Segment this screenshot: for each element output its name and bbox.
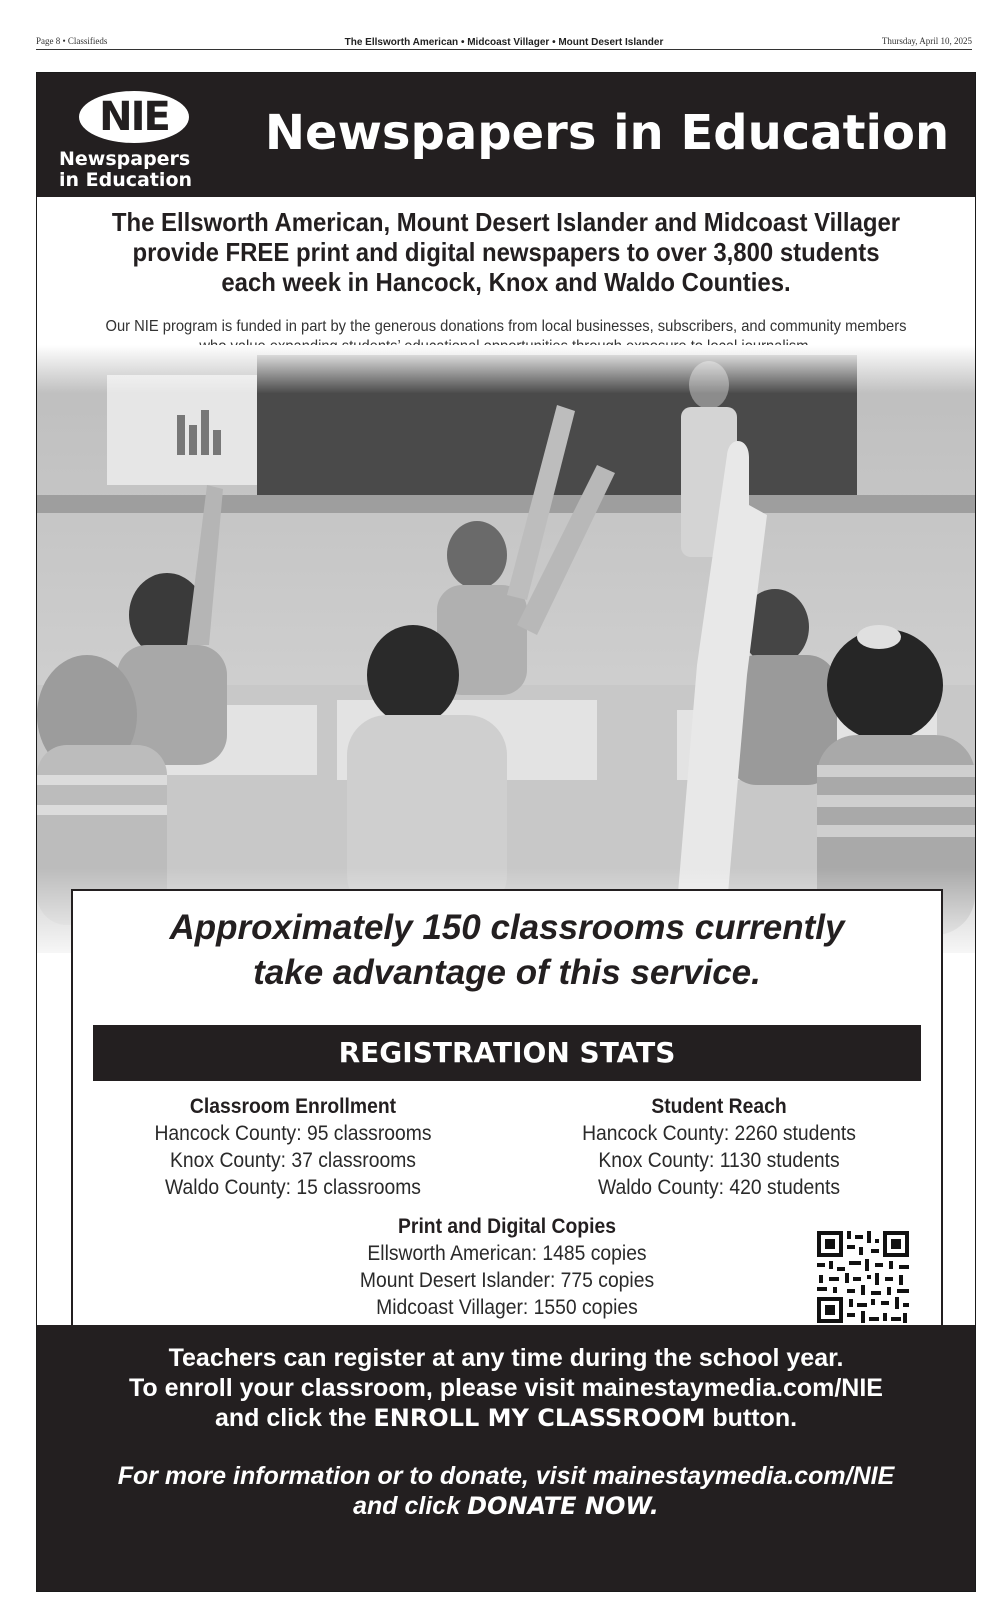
logo-letters: NIE bbox=[99, 94, 169, 140]
donate-now-label: DONATE NOW. bbox=[467, 1492, 659, 1520]
reach-waldo: Waldo County: 420 students bbox=[597, 1176, 840, 1199]
enroll-my-classroom-label: ENROLL MY CLASSROOM bbox=[373, 1404, 706, 1432]
student-reach-column bbox=[553, 1093, 884, 1201]
intro-line-1: The Ellsworth American, Mount Desert Islander and Midcoast Villager bbox=[111, 207, 901, 237]
student-reach-title: Student Reach bbox=[651, 1095, 787, 1118]
header-rule bbox=[36, 49, 972, 50]
logo-text bbox=[59, 149, 239, 191]
publication-names: The Ellsworth American • Midcoast Villager • Mount Desert Islander bbox=[344, 37, 664, 48]
copies-title: Print and Digital Copies bbox=[398, 1215, 616, 1238]
stats-box bbox=[71, 889, 943, 1353]
registration-stats-bar bbox=[93, 1025, 921, 1081]
enroll-line-3 bbox=[37, 1403, 975, 1433]
intro-line-3: each week in Hancock, Knox and Waldo Counties. bbox=[221, 267, 791, 297]
publication-date: Thursday, April 10, 2025 bbox=[881, 36, 972, 46]
logo-line-2: in Education bbox=[59, 169, 193, 191]
banner bbox=[37, 73, 975, 197]
enroll-line-3-pre: and click the bbox=[214, 1404, 367, 1432]
intro-line-2: provide FREE print and digital newspapers to over 3,800 students bbox=[132, 237, 880, 267]
call-to-action-band bbox=[37, 1325, 975, 1591]
copies-mount-desert-islander: Mount Desert Islander: 775 copies bbox=[359, 1269, 655, 1292]
enrollment-knox: Knox County: 37 classrooms bbox=[170, 1149, 416, 1172]
enroll-paragraph bbox=[37, 1343, 975, 1433]
enrollment-waldo: Waldo County: 15 classrooms bbox=[165, 1176, 421, 1199]
donate-paragraph bbox=[37, 1461, 975, 1521]
funding-note-line-1: Our NIE program is funded in part by the generous donations from local businesses, subscribers, and community members bbox=[105, 318, 907, 335]
copies-ellsworth-american: Ellsworth American: 1485 copies bbox=[367, 1242, 647, 1265]
enrollment-hancock: Hancock County: 95 classrooms bbox=[154, 1122, 432, 1145]
reach-knox: Knox County: 1130 students bbox=[598, 1149, 840, 1172]
donate-line-2 bbox=[37, 1491, 975, 1521]
enroll-line-1: Teachers can register at any time during the school year. bbox=[168, 1344, 844, 1372]
donate-line-2-pre: and click bbox=[353, 1492, 461, 1520]
classrooms-headline bbox=[73, 905, 941, 995]
page-running-head bbox=[36, 36, 972, 50]
qr-code[interactable] bbox=[815, 1229, 911, 1325]
classroom-photo bbox=[37, 345, 975, 953]
donate-line-1: For more information or to donate, visit mainestaymedia.com/NIE bbox=[117, 1462, 895, 1490]
classroom-enrollment-title: Classroom Enrollment bbox=[189, 1095, 397, 1118]
page-number-label: Page 8 • Classifieds bbox=[36, 36, 108, 46]
headline-line-2: take advantage of this service. bbox=[253, 953, 761, 992]
headline-line-1: Approximately 150 classrooms currently bbox=[169, 908, 845, 947]
classroom-enrollment-column bbox=[127, 1093, 458, 1201]
copies-midcoast-villager: Midcoast Villager: 1550 copies bbox=[376, 1296, 638, 1319]
enroll-line-3-post: button. bbox=[712, 1404, 798, 1432]
intro-lead bbox=[93, 207, 919, 297]
banner-title: Newspapers in Education bbox=[264, 105, 950, 161]
copies-column bbox=[338, 1213, 677, 1321]
reach-hancock: Hancock County: 2260 students bbox=[582, 1122, 856, 1145]
logo-line-1: Newspapers bbox=[59, 148, 191, 170]
enroll-line-2: To enroll your classroom, please visit mainestaymedia.com/NIE bbox=[129, 1374, 883, 1402]
classroom-photo-illustration bbox=[37, 345, 975, 953]
nie-logo bbox=[59, 87, 239, 191]
nie-advertisement bbox=[36, 72, 976, 1592]
registration-stats-title: REGISTRATION STATS bbox=[338, 1036, 676, 1069]
